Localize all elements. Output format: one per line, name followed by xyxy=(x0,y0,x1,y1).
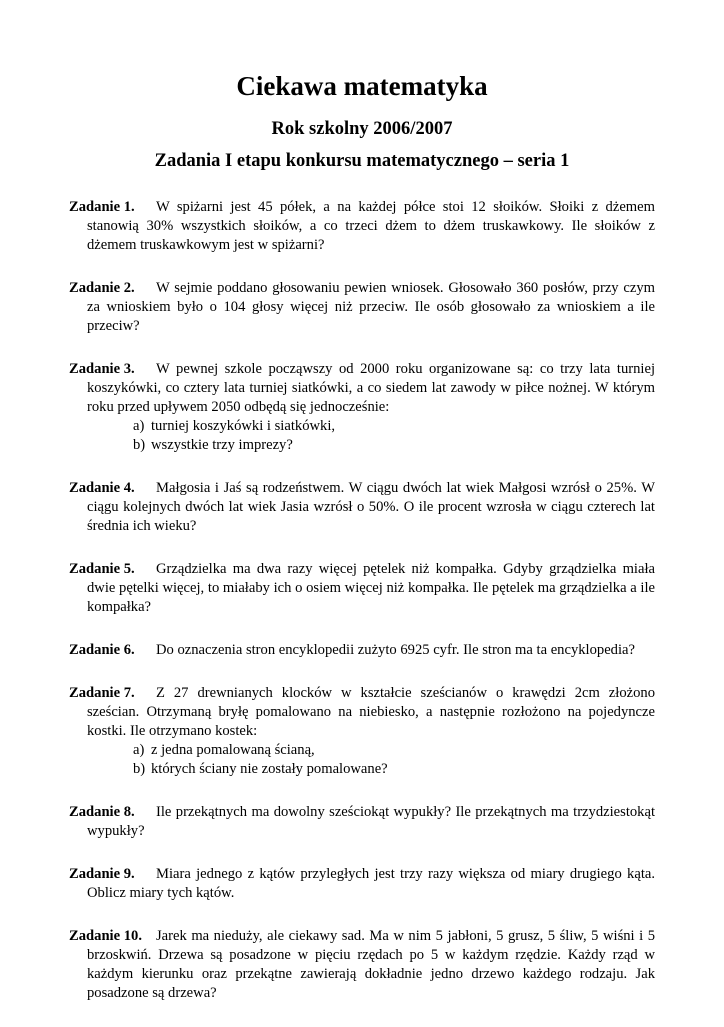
task-8 xyxy=(69,803,655,841)
subpoint-text: turniej koszykówki i siatkówki, xyxy=(151,418,336,434)
task-label: Zadanie 5. xyxy=(69,561,135,577)
task-label: Zadanie 6. xyxy=(69,642,135,658)
subpoint-mark: a) xyxy=(133,742,145,758)
task-label: Zadanie 2. xyxy=(69,280,135,296)
subpoint xyxy=(87,760,655,779)
subpoint xyxy=(87,741,655,760)
subpoint xyxy=(87,436,655,455)
task-label: Zadanie 3. xyxy=(69,361,135,377)
task-text: Miara jednego z kątów przyległych jest trzy razy większa od miary drugiego kąta. Oblicz miary tych kątów. xyxy=(87,866,655,901)
task-text: Jarek ma nieduży, ale ciekawy sad. Ma w nim 5 jabłoni, 5 grusz, 5 śliw, 5 wiśni i 5 brzoskwiń. Drzewa są posadzone w pięciu rzędach po 5 w każdym rzędzie. Każdy rząd w każdym kierunku oraz przekątne zawierają dokładnie jedno drzewo każdego rodzaju. Jak posadzone są drzewa? xyxy=(87,928,655,1001)
task-7 xyxy=(69,684,655,779)
task-3 xyxy=(69,360,655,455)
subpoint-mark: a) xyxy=(133,418,145,434)
task-text: Z 27 drewnianych klocków w kształcie sześcianów o krawędzi 2cm złożono sześcian. Otrzymaną bryłę pomalowano na niebiesko, a następnie rozłożono na pojedyncze kostki. Ile otrzymano kostek: xyxy=(87,685,655,739)
task-5 xyxy=(69,560,655,617)
task-9 xyxy=(69,865,655,903)
task-subpoints xyxy=(87,417,655,455)
task-text: Grządzielka ma dwa razy więcej pętelek niż kompałka. Gdyby grządzielka miała dwie pętelki więcej, to miałaby ich o osiem więcej niż kompałka. Ile pętelek ma grządzielka a ile kompałka? xyxy=(87,561,655,615)
subpoint-text: wszystkie trzy imprezy? xyxy=(151,437,293,453)
task-label: Zadanie 8. xyxy=(69,804,135,820)
page-title: Ciekawa matematyka xyxy=(236,71,488,101)
task-text: W sejmie poddano głosowaniu pewien wniosek. Głosowało 360 posłów, przy czym za wnioskiem było o 104 głosy więcej niż przeciw. Ile osób głosowało za wnioskiem a ile przeciw? xyxy=(87,280,655,334)
subpoint xyxy=(87,417,655,436)
contest-heading: Zadania I etapu konkursu matematycznego – seria 1 xyxy=(154,151,570,171)
task-text: W pewnej szkole począwszy od 2000 roku organizowane są: co trzy lata turniej koszykówki, co cztery lata turniej siatkówki, a co siedem lat zawody w piłce nożnej. W którym roku przed upływem 2050 odbędą się jednocześnie: xyxy=(87,361,655,415)
school-year: Rok szkolny 2006/2007 xyxy=(271,119,453,139)
task-text: Małgosia i Jaś są rodzeństwem. W ciągu dwóch lat wiek Małgosi wzrósł o 25%. W ciągu kolejnych dwóch lat wiek Jasia wzrósł o 50%. O ile procent wzrosła w ciągu czterech lat średnia ich wieku? xyxy=(87,480,655,534)
task-label: Zadanie 9. xyxy=(69,866,135,882)
task-2 xyxy=(69,279,655,336)
task-label: Zadanie 7. xyxy=(69,685,135,701)
task-list xyxy=(69,198,655,1027)
subpoint-text: których ściany nie zostały pomalowane? xyxy=(151,761,388,777)
task-10 xyxy=(69,927,655,1003)
task-subpoints xyxy=(87,741,655,779)
subpoint-text: z jedna pomalowaną ścianą, xyxy=(151,742,315,758)
task-6 xyxy=(69,641,655,660)
task-text: Do oznaczenia stron encyklopedii zużyto 6925 cyfr. Ile stron ma ta encyklopedia? xyxy=(156,642,635,658)
task-4 xyxy=(69,479,655,536)
task-text: Ile przekątnych ma dowolny sześciokąt wypukły? Ile przekątnych ma trzydziestokąt wypukły? xyxy=(87,804,655,839)
task-label: Zadanie 4. xyxy=(69,480,135,496)
subpoint-mark: b) xyxy=(133,761,146,777)
task-label: Zadanie 1. xyxy=(69,199,135,215)
task-text: W spiżarni jest 45 półek, a na każdej półce stoi 12 słoików. Słoiki z dżemem stanowią 30% wszystkich słoików, a co trzeci dżem to dżem truskawkowy. Ile słoików z dżemem truskawkowym jest w spiżarni? xyxy=(87,199,655,253)
task-label: Zadanie 10. xyxy=(69,928,142,944)
subpoint-mark: b) xyxy=(133,437,146,453)
task-1 xyxy=(69,198,655,255)
